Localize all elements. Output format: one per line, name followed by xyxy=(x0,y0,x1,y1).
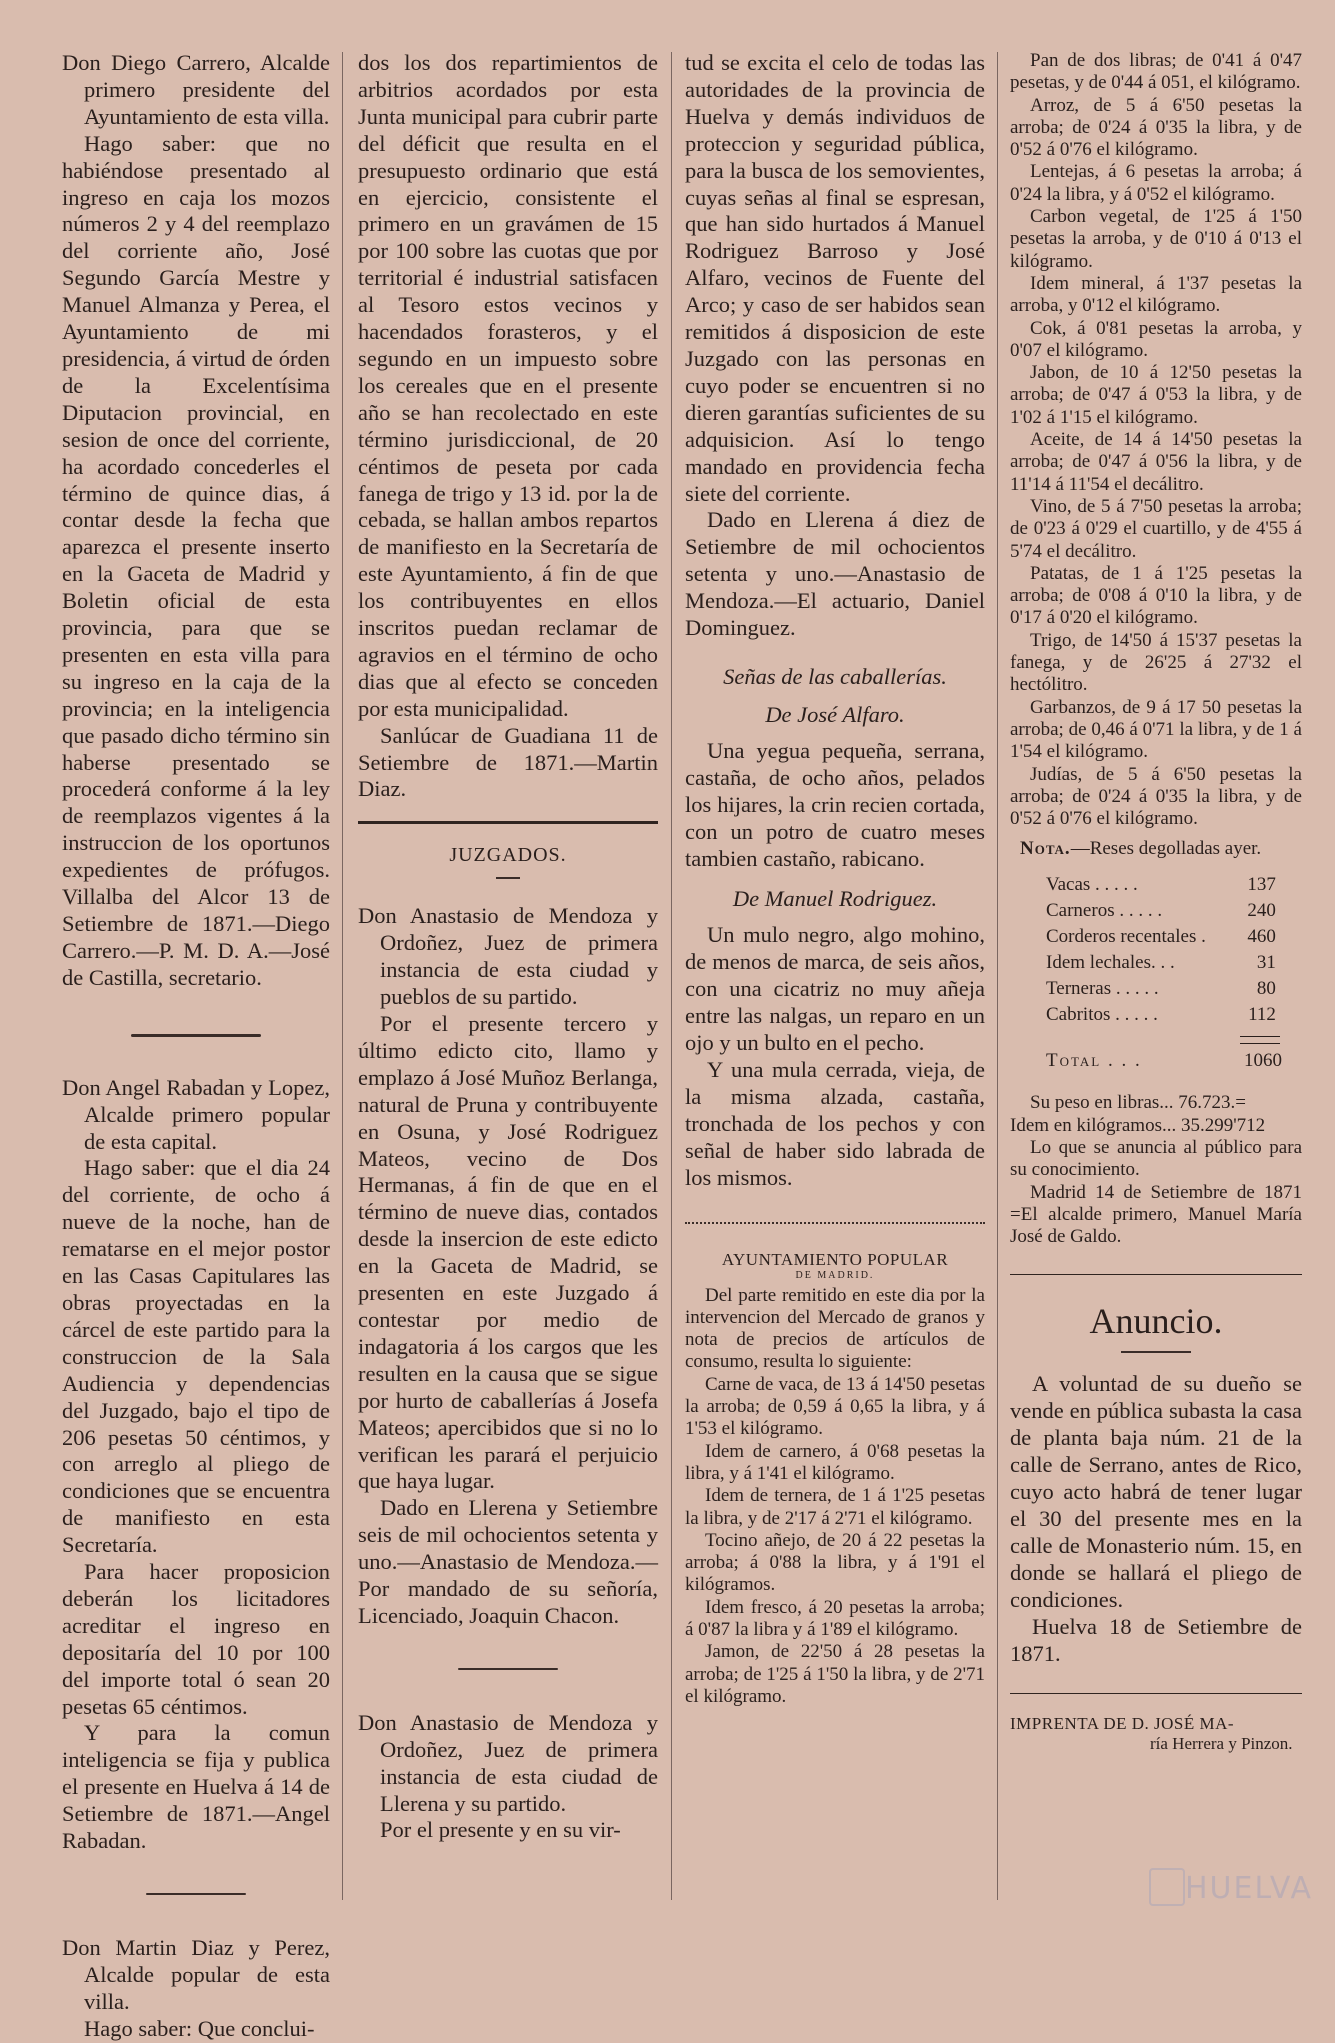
price-item: Trigo, de 14'50 á 15'37 pesetas la fanega, y de 26'25 á 27'32 el hectólitro. xyxy=(1010,629,1302,696)
reses-label: Carneros . . . . . xyxy=(1046,900,1163,922)
edict-body: Dado en Llerena y Setiembre seis de mil ochocientos setenta y uno.—Anastasio de Mendoza.—Por mandado de su señoría, Licenciado, Joaquin Chacon. xyxy=(358,1495,658,1628)
reses-value: 112 xyxy=(1248,1004,1276,1026)
edict-signature: Sanlúcar de Guadiana 11 de Setiembre de 1871.—Martin Diaz. xyxy=(358,722,658,802)
reses-value: 80 xyxy=(1256,978,1276,1000)
description: Un mulo negro, algo mohino, de menos de marca, de seis años, con una cicatriz no muy añeja entre las nalgas, un reparo en un ojo y un bulto en el pecho. xyxy=(685,922,985,1056)
weight-line: Su peso en libras... 76.723.= xyxy=(1030,1092,1247,1114)
description: Una yegua pequeña, serrana, castaña, de ocho años, pelados los hijares, la crin recien cortada, con un potro de cuatro meses tambien castaño, rabicano. xyxy=(685,737,985,871)
reses-label: Terneras . . . . . xyxy=(1046,978,1159,1000)
edict-body: Hago saber: que el dia 24 del corriente, de ocho á nueve de la noche, han de rematarse en el mejor postor en las Casas Capitulares las obras proyectadas en la cárcel de este partido para la construccion de la Sala Audiencia y dependencias del Juzgado, bajo el tipo de 206 pesetas 50 céntimos, y con arreglo al pliego de condiciones que se encuentra de manifiesto en esta Secretaría. xyxy=(62,1155,330,1558)
reses-value: 137 xyxy=(1247,874,1276,896)
printer-line: ría Herrera y Pinzon. xyxy=(1150,1734,1293,1754)
separator xyxy=(146,1893,246,1895)
column-4 xyxy=(1010,50,1302,1754)
price-item: Vino, de 5 á 7'50 pesetas la arroba; de 0'23 á 0'29 el cuartillo, y de 4'55 á 5'74 el decálitro. xyxy=(1010,495,1302,562)
table-row xyxy=(1046,898,1276,924)
table-row xyxy=(1046,872,1276,898)
table-row xyxy=(1046,1002,1276,1028)
edict-angel-rabadan xyxy=(62,1075,330,1855)
edict-anastasio-2-cont xyxy=(685,50,985,642)
closing-signature: Madrid 14 de Setiembre de 1871 =El alcalde primero, Manuel María José de Galdo. xyxy=(1010,1181,1302,1248)
separator xyxy=(1121,1351,1191,1353)
total-label: Total . . . xyxy=(1046,1050,1142,1072)
edict-body: Y para la comun inteligencia se fija y publica el presente en Huelva á 14 de Setiembre de 1871.—Angel Rabadan. xyxy=(62,1720,330,1854)
column-2 xyxy=(358,50,658,1844)
reses-table xyxy=(1046,872,1276,1028)
separator xyxy=(458,1668,558,1670)
edict-martin-diaz-cont xyxy=(358,50,658,803)
edict-martin-diaz xyxy=(62,1935,330,2043)
nota-text: —Reses degolladas ayer. xyxy=(1070,838,1262,860)
table-row xyxy=(1046,950,1276,976)
price-item: Garbanzos, de 9 á 17 50 pesetas la arroba; de 0,46 á 0'71 la libra, y de 1 á 1'54 el kilógramo. xyxy=(1010,696,1302,763)
anuncio-date: Huelva 18 de Setiembre de 1871. xyxy=(1010,1613,1302,1666)
total-row xyxy=(1046,1050,1282,1072)
edict-body: tud se excita el celo de todas las autoridades de la provincia de Huelva y demás individuos de proteccion y seguridad pública, para la busca de los semovientes, cuyas señas al final se espresan, que han sido hurtados á Manuel Rodriguez Barroso y José Alfaro, vecinos de Fuente del Arco; y caso de ser habidos sean remitidos á disposicion de este Juzgado con las personas en cuyo poder se encuentren si no dieren garantías suficientes de su adquisicion. Así lo tengo mandado en providencia fecha siete del corriente. xyxy=(685,50,985,506)
column-3 xyxy=(685,50,985,1708)
table-row xyxy=(1046,924,1276,950)
edict-heading: Don Anastasio de Mendoza y Ordoñez, Juez de primera instancia de esta ciudad de Llerena y su partido. xyxy=(358,1709,658,1816)
subsection-title: De Manuel Rodriguez. xyxy=(732,886,938,912)
edict-body: dos los dos repartimientos de arbitrios acordados por esta Junta municipal para cubrir parte del déficit que resulta en el presupuesto ordinario que está en ejercicio, consistente el primero en un gravámen de 15 por 100 sobre las cuotas que por territorial é industrial satisfacen al Tesoro estos vecinos y hacendados forasteros, y el segundo en un impuesto sobre los cereales que en el presente año se han recolectado en este término jurisdiccional, de 20 céntimos de peseta por cada fanega de trigo y 13 id. por la de cebada, se hallan ambos repartos de manifiesto en la Secretaría de este Ayuntamiento, á fin de que los contribuyentes en ellos inscritos puedan reclamar de agravios en el término de ocho dias que al efecto se conceden por esta municipalidad. xyxy=(358,50,658,721)
section-title: JUZGADOS. xyxy=(449,844,567,867)
subsection-title: Señas de las caballerías. xyxy=(723,663,947,689)
total-value: 1060 xyxy=(1244,1050,1282,1072)
price-item: Arroz, de 5 á 6'50 pesetas la arroba; de 0'24 á 0'35 la libra, y de 0'52 á 0'76 el kilógramo. xyxy=(1010,94,1302,161)
closing-text: Lo que se anuncia al público para su conocimiento. xyxy=(1010,1136,1302,1181)
anuncio-body: A voluntad de su dueño se vende en pública subasta la casa de planta baja núm. 21 de la calle de Serrano, antes de Rico, cuyo acto habrá de tener lugar el 30 del presente mes en la calle de Monasterio núm. 15, en donde se hallará el pliego de condiciones. xyxy=(1010,1371,1302,1612)
column-rule xyxy=(671,52,672,1900)
edict-body: Por el presente tercero y último edicto cito, llamo y emplazo á José Muñoz Berlanga, natural de Pruna y contribuyente en Osuna, y José Rodriguez Mateos, vecino de Dos Hermanas, á fin de que en el término de nueve dias, contados desde la insercion de este edicto en la Gaceta de Madrid, se presenten en este Juzgado á contestar por medio de indagatoria á los cargos que les resulten en la causa que se sigue por hurto de caballerías á Josefa Mateos; apercibidos que si no lo verifican les parará el perjuicio que haya lugar. xyxy=(358,1011,658,1494)
price-item: Tocino añejo, de 20 á 22 pesetas la arroba; á 0'88 la libra, y á 1'91 el kilógramos. xyxy=(685,1529,985,1596)
weight-line: Idem en kilógramos... 35.299'712 xyxy=(1010,1114,1266,1136)
edict-body: Hago saber: Que conclui- xyxy=(84,2015,315,2041)
column-rule xyxy=(342,52,343,1900)
section-title: AYUNTAMIENTO POPULAR xyxy=(721,1249,949,1269)
section-rule xyxy=(1010,1693,1302,1694)
price-item: Carbon vegetal, de 1'25 á 1'50 pesetas la arroba, y de 0'10 á 0'13 el kilógramo. xyxy=(1010,206,1302,272)
edict-anastasio-1 xyxy=(358,903,658,1629)
table-row xyxy=(1046,976,1276,1002)
price-intro: Del parte remitido en este dia por la intervencion del Mercado de granos y nota de precios de artículos de consumo, resulta lo siguiente: xyxy=(685,1284,985,1373)
edict-signature: Dado en Llerena á diez de Setiembre de mil ochocientos setenta y uno.—Anastasio de Mendoza.—El actuario, Daniel Dominguez. xyxy=(685,507,985,641)
reses-label: Cabritos . . . . . xyxy=(1046,1004,1158,1026)
edict-body: Para hacer proposicion deberán los licitadores acreditar el ingreso en depositaría del 10 por 100 del importe total ó sean 20 pesetas 65 céntimos. xyxy=(62,1559,330,1719)
price-item: Idem de carnero, á 0'68 pesetas la libra, y á 1'41 el kilógramo. xyxy=(685,1440,985,1484)
printer-line: IMPRENTA DE D. JOSÉ MA- xyxy=(1010,1714,1235,1734)
edict-anastasio-2 xyxy=(358,1710,658,1845)
price-item: Idem mineral, á 1'37 pesetas la arroba, y 0'12 el kilógramo. xyxy=(1010,272,1302,317)
edict-body: Por el presente y en su vir- xyxy=(380,1817,621,1843)
reses-label: Corderos recentales . xyxy=(1046,926,1206,948)
price-item: Patatas, de 1 á 1'25 pesetas la arroba; de 0'08 á 0'10 la libra, y de 0'17 á 0'20 el kilógramo. xyxy=(1010,562,1302,629)
library-seal-icon xyxy=(1149,1868,1185,1906)
reses-value: 460 xyxy=(1247,926,1276,948)
section-rule xyxy=(1010,1274,1302,1275)
watermark-logo: HUELVA xyxy=(1184,1871,1313,1906)
subsection-title: De José Alfaro. xyxy=(765,701,905,727)
price-item: Aceite, de 14 á 14'50 pesetas la arroba; de 0'47 á 0'56 la libra, y de 11'14 á 11'54 el decálitro. xyxy=(1010,429,1302,495)
price-item: Jamon, de 22'50 á 28 pesetas la arroba; de 1'25 á 1'50 la libra, y de 2'71 el kilógramo. xyxy=(685,1641,985,1707)
price-item: Idem de ternera, de 1 á 1'25 pesetas la libra, y de 2'17 á 2'71 el kilógramo. xyxy=(685,1485,985,1529)
sum-rule xyxy=(1240,1036,1280,1037)
edict-heading: Don Anastasio de Mendoza y Ordoñez, Juez de primera instancia de esta ciudad y pueblos de su partido. xyxy=(358,903,658,1010)
section-subtitle: DE MADRID. xyxy=(795,1269,875,1281)
price-item: Cok, á 0'81 pesetas la arroba, y 0'07 el kilógramo. xyxy=(1010,317,1302,361)
anuncio-title: Anuncio. xyxy=(1089,1301,1223,1342)
reses-label: Idem lechales. . . xyxy=(1046,952,1175,974)
edict-heading: Don Diego Carrero, Alcalde primero presidente del Ayuntamiento de esta villa. xyxy=(62,50,330,129)
column-1 xyxy=(62,50,330,2043)
section-rule xyxy=(685,1222,985,1224)
reses-value: 240 xyxy=(1247,900,1276,922)
column-rule xyxy=(997,52,998,1900)
sum-rule xyxy=(1240,1043,1280,1044)
description: Y una mula cerrada, vieja, de la misma alzada, castaña, tronchada de los pechos y con señal de haber sido labrada de los mismos. xyxy=(685,1057,985,1190)
edict-diego-carrero xyxy=(62,50,330,992)
nota-line xyxy=(1020,838,1302,860)
price-item: Lentejas, á 6 pesetas la arroba; á 0'24 la libra, y á 0'52 el kilógramo. xyxy=(1010,161,1302,205)
section-rule xyxy=(358,821,658,824)
nota-label: Nota. xyxy=(1020,838,1071,860)
price-item: Jabon, de 10 á 12'50 pesetas la arroba; de 0'47 á 0'53 la libra, y de 1'02 á 1'15 el kilógramo. xyxy=(1010,362,1302,428)
separator xyxy=(496,877,520,879)
edict-heading: Don Angel Rabadan y Lopez, Alcalde primero popular de esta capital. xyxy=(62,1074,330,1154)
price-item: Idem fresco, á 20 pesetas la arroba; á 0'87 la libra y á 1'89 el kilógramo. xyxy=(685,1596,985,1640)
edict-heading: Don Martin Diaz y Perez, Alcalde popular de esta villa. xyxy=(62,1935,330,2014)
edict-body: Hago saber: que no habiéndose presentado al ingreso en caja los mozos números 2 y 4 del reemplazo del corriente año, José Segundo García Mestre y Manuel Almanza y Perea, el Ayuntamiento de mi presidencia, á virtud de órden de la Excelentísima Diputacion provincial, en sesion de once del corriente, ha acordado concederles el término de quince dias, á contar desde la fecha que aparezca el presente inserto en la Gaceta de Madrid y Boletin oficial de esta provincia, para que se presenten en esta villa para su ingreso en la caja de la provincia; en la inteligencia que pasado dicho término sin haberse presentado se procederá conforme á la ley de reemplazos vigentes á la instruccion de los oportunos expedientes de prófugos. Villalba del Alcor 13 de Setiembre de 1871.—Diego Carrero.—P. M. D. A.—José de Castilla, secretario. xyxy=(62,130,330,990)
price-item: Carne de vaca, de 13 á 14'50 pesetas la arroba; de 0,59 á 0,65 la libra, y á 1'53 el kilógramo. xyxy=(685,1373,985,1440)
reses-label: Vacas . . . . . xyxy=(1046,874,1138,896)
price-item: Pan de dos libras; de 0'41 á 0'47 pesetas, y de 0'44 á 051, el kilógramo. xyxy=(1010,50,1302,94)
reses-value: 31 xyxy=(1256,952,1276,974)
price-item: Judías, de 5 á 6'50 pesetas la arroba; de 0'24 á 0'35 la libra, y de 0'52 á 0'76 el kilógramo. xyxy=(1010,763,1302,830)
separator xyxy=(131,1034,261,1037)
